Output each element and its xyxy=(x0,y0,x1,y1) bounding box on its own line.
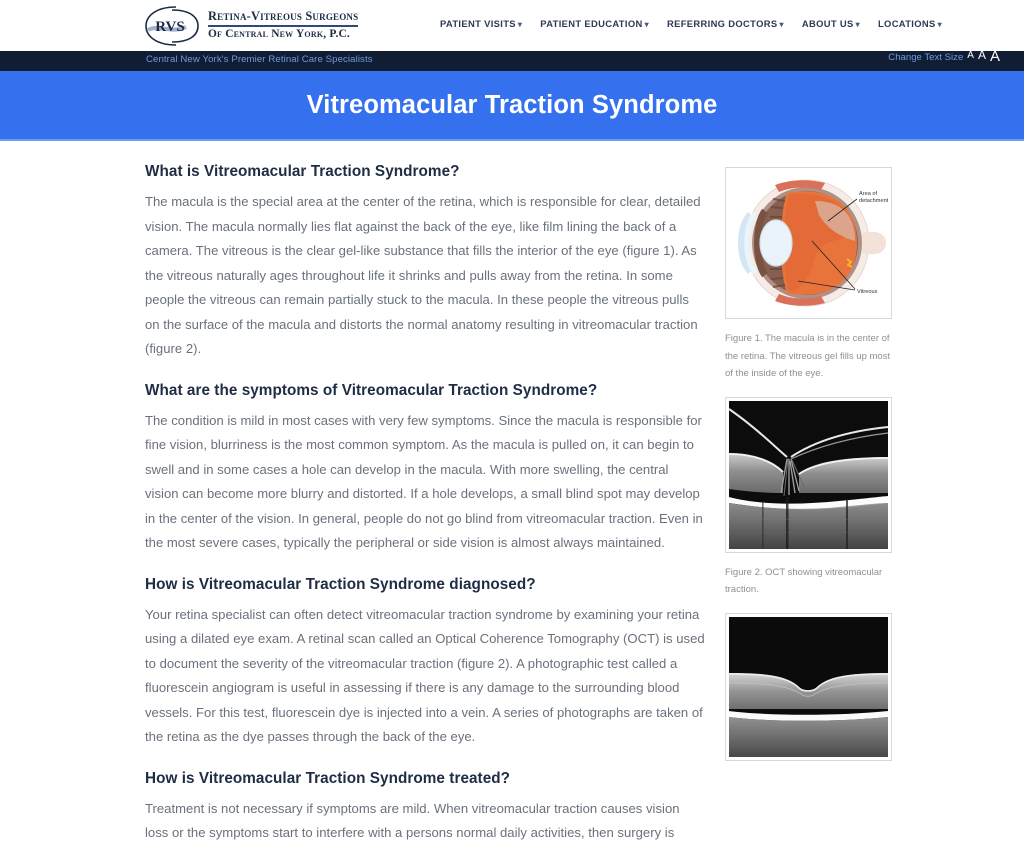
section-what-is xyxy=(145,163,705,362)
section-heading: What are the symptoms of Vitreomacular Traction Syndrome? xyxy=(145,381,598,399)
eye-cross-section-icon xyxy=(729,171,888,315)
nav-label: PATIENT VISITS xyxy=(440,18,516,29)
rvs-logo-icon xyxy=(142,4,204,48)
page-title: Vitreomacular Traction Syndrome xyxy=(306,90,718,119)
site-header xyxy=(0,0,1024,51)
section-treated xyxy=(145,770,705,846)
text-size-controls xyxy=(888,48,1000,71)
chevron-down-icon: ▾ xyxy=(644,20,649,29)
chevron-down-icon: ▾ xyxy=(855,20,860,29)
text-size-large-button[interactable]: A xyxy=(989,48,1000,65)
figure-1-caption: Figure 1. The macula is in the center of the retina. The vitreous gel fills up most of the inside of the eye. xyxy=(725,333,891,379)
change-text-size-label: Change Text Size xyxy=(888,52,964,63)
figure-3 xyxy=(725,613,910,761)
logo-line-2: Of Central New York, P.C. xyxy=(208,28,350,41)
nav-item-patient-education[interactable] xyxy=(540,18,649,29)
chevron-down-icon: ▾ xyxy=(779,20,784,29)
nav-label: ABOUT US xyxy=(801,18,854,29)
section-body: Your retina specialist can often detect vitreomacular traction syndrome by examining your retina using a dilated eye exam. A retinal scan called an Optical Coherence Tomography (OCT) is used to document the severity of the vitreomacular traction (figure 2). A photographic test called a fluorescein angiogram is useful in assessing if there is any damage to the surrounding blood vessels. For this test, fluorescein dye is injected into a vein. A series of photographs are taken of the retina as the dye passes through the back of the eye. xyxy=(145,606,705,744)
nav-label: PATIENT EDUCATION xyxy=(540,18,643,29)
section-body: Treatment is not necessary if symptoms are mild. When vitreomacular traction causes vision loss or the symptoms start to interfere with a persons normal daily activities, then surgery is xyxy=(145,800,680,840)
site-tagline: Central New York's Premier Retinal Care Specialists xyxy=(146,54,373,65)
section-body: The condition is mild in most cases with very few symptoms. Since the macula is responsible for fine vision, blurriness is the most common symptom. As the macula is pulled on, it can begin to swell and in some cases a hole can develop in the macula. With more swelling, the central vision can become more blurry and distorted. If a hole develops, a small blind spot may develop in the center of the vision. In general, people do not go blind from vitreomacular traction. Even in the most severe cases, typically the peripheral or side vision is almost always maintained. xyxy=(145,412,703,550)
svg-text:Area of: Area of xyxy=(859,191,878,197)
figure-1 xyxy=(725,167,910,383)
nav-item-referring-doctors[interactable] xyxy=(667,18,784,29)
section-diagnosed xyxy=(145,576,705,750)
section-heading: What is Vitreomacular Traction Syndrome? xyxy=(145,163,460,180)
utility-bar xyxy=(0,48,1024,71)
section-body: The macula is the special area at the center of the retina, which is responsible for clear, detailed vision. The macula normally lies flat against the back of the eye, like film lining the back of a camera. The vitreous is the clear gel-like substance that fills the interior of the eye (figure 1). As the vitreous naturally ages throughout life it shrinks and pulls away from the retina. In some people the vitreous can remain partially stuck to the macula. In these people the vitreous pulls on the surface of the macula and distorts the normal anatomy resulting in vitreomacular traction (figure 2). xyxy=(145,194,701,356)
page-content xyxy=(0,141,1024,846)
figure-2 xyxy=(725,397,910,599)
site-logo[interactable] xyxy=(142,4,358,48)
nav-item-about-us[interactable] xyxy=(802,18,860,29)
section-heading: How is Vitreomacular Traction Syndrome treated? xyxy=(145,769,511,787)
figure-2-caption: Figure 2. OCT showing vitreomacular traction. xyxy=(725,566,883,595)
oct-scan-traction-image xyxy=(729,401,888,549)
section-symptoms xyxy=(145,382,705,556)
figure-1-frame xyxy=(725,167,892,319)
nav-label: LOCATIONS xyxy=(877,18,936,29)
figure-2-frame xyxy=(725,397,892,553)
text-size-small-button[interactable]: A xyxy=(967,50,974,61)
logo-divider xyxy=(208,25,358,27)
chevron-down-icon: ▾ xyxy=(937,20,943,29)
section-heading: How is Vitreomacular Traction Syndrome diagnosed? xyxy=(145,575,536,593)
logo-line-1: Retina-Vitreous Surgeons xyxy=(208,9,359,24)
figure-3-frame xyxy=(725,613,892,761)
figure-column xyxy=(725,163,910,846)
article-column xyxy=(145,163,705,846)
nav-item-patient-visits[interactable] xyxy=(440,18,522,29)
svg-text:Vitreous: Vitreous xyxy=(857,289,878,295)
page-title-banner xyxy=(0,71,1024,141)
oct-scan-normal-image xyxy=(729,617,888,757)
svg-text:detachment: detachment xyxy=(859,198,889,204)
nav-item-locations[interactable] xyxy=(878,18,942,29)
chevron-down-icon: ▾ xyxy=(517,20,523,29)
svg-text:RVS: RVS xyxy=(155,18,185,35)
text-size-medium-button[interactable]: A xyxy=(977,48,986,62)
nav-label: REFERRING DOCTORS xyxy=(666,18,778,29)
main-navigation xyxy=(440,18,942,29)
